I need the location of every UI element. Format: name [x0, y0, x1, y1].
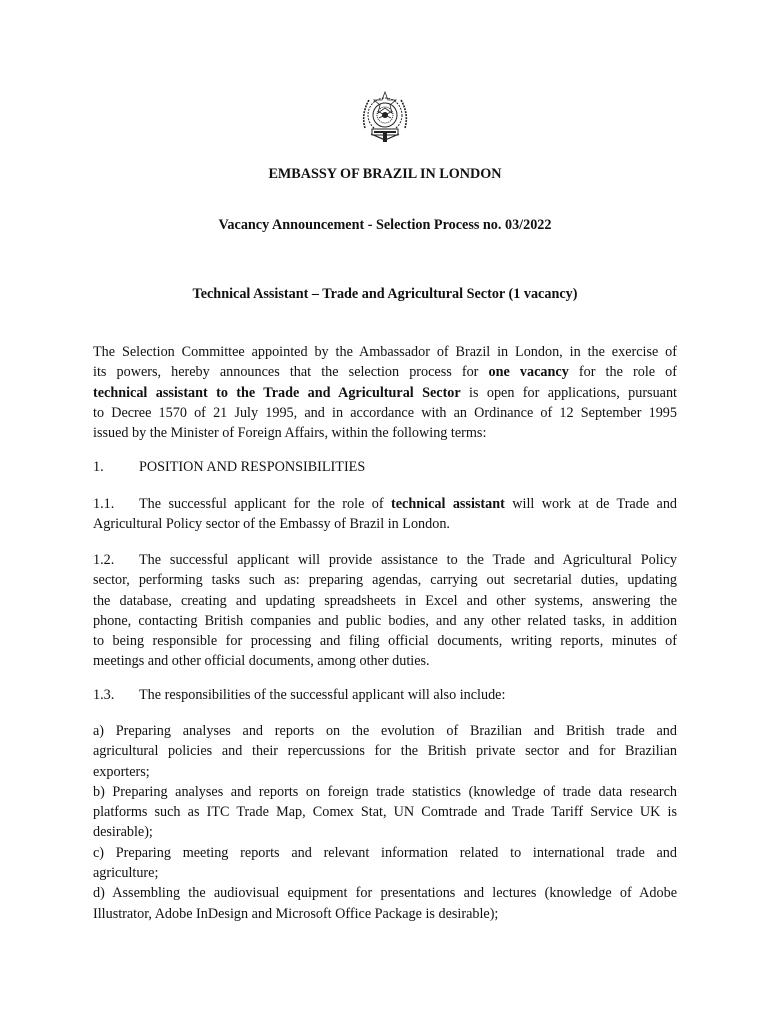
list-item: b) Preparing analyses and reports on foreign trade statistics (knowledge of trade data research: [93, 783, 677, 800]
list-item: d) Assembling the audiovisual equipment for presentations and lectures (knowledge of Adobe: [93, 885, 677, 902]
item-number: 1.2.: [93, 552, 115, 568]
intro-line: issued by the Minister of Foreign Affairs, within the following terms:: [93, 425, 487, 442]
bold-one-vacancy: one vacancy: [488, 364, 569, 381]
position-title: Technical Assistant – Trade and Agricultural Sector (1 vacancy): [192, 286, 578, 302]
coat-of-arms-of-brazil-icon: [355, 88, 415, 146]
embassy-title: EMBASSY OF BRAZIL IN LONDON: [268, 166, 502, 182]
intro-line: technical assistant to the Trade and Agricultural Sector is open for applications, pursuant: [93, 384, 677, 401]
bold-technical-assistant: technical assistant: [391, 496, 505, 512]
section-title: POSITION AND RESPONSIBILITIES: [139, 459, 366, 475]
intro-paragraph: [93, 342, 677, 443]
intro-line: to Decree 1570 of 21 July 1995, and in accordance with an Ordinance of 12 September 1995: [93, 404, 677, 421]
item-number: 1.3.: [93, 687, 115, 703]
list-item: a) Preparing analyses and reports on the evolution of Brazilian and British trade and: [93, 723, 677, 739]
section-heading: [93, 457, 677, 477]
intro-line: The Selection Committee appointed by the Ambassador of Brazil in London, in the exercise of: [93, 344, 677, 360]
section-number: 1.: [93, 459, 104, 475]
item-number: 1.1.: [93, 496, 115, 512]
bold-role-name: technical assistant to the Trade and Agricultural Sector: [93, 384, 461, 401]
item-1-3: 1.3. The responsibilities of the successful applicant will also include:: [93, 685, 677, 705]
list-item: c) Preparing meeting reports and relevant information related to international trade and: [93, 844, 677, 861]
item-1-1: 1.1. The successful applicant for the role of technical assistant will work at de Trade and Agricultural Policy sector of the Embassy of Brazil in London.: [93, 496, 677, 533]
intro-line: its powers, hereby announces that the selection process for one vacancy for the role of: [93, 364, 677, 381]
responsibilities-list: a) Preparing analyses and reports on the evolution of Brazilian and British trade and agricultural policies and their repercussions for the British private sector and for Brazilian exporters; b) Preparing analyses and reports on foreign trade statistics (knowledge of trade data research platforms such as ITC Trade Map, Comex Stat, UN Comtrade and Trade Tariff Service UK is desirable); c) Preparing meeting reports and relevant information related to international trade and agriculture; d) Assembling the audiovisual equipment for presentations and lectures (knowledge of Adobe Illustrator, Adobe InDesign and Microsoft Office Package is desirable);: [93, 723, 677, 922]
item-1-2: 1.2. The successful applicant will provide assistance to the Trade and Agricultural Policy sector, performing tasks such as: preparing agendas, carrying out secretarial duties, updating the database, creating and updating spreadsheets in Excel and other systems, answering the phone, contacting British companies and public bodies, and any other related tasks, in addition to being responsible for processing and filing official documents, writing reports, minutes of meetings and other official documents, among other duties.: [93, 552, 677, 670]
announcement-title: Vacancy Announcement - Selection Process no. 03/2022: [218, 217, 552, 233]
